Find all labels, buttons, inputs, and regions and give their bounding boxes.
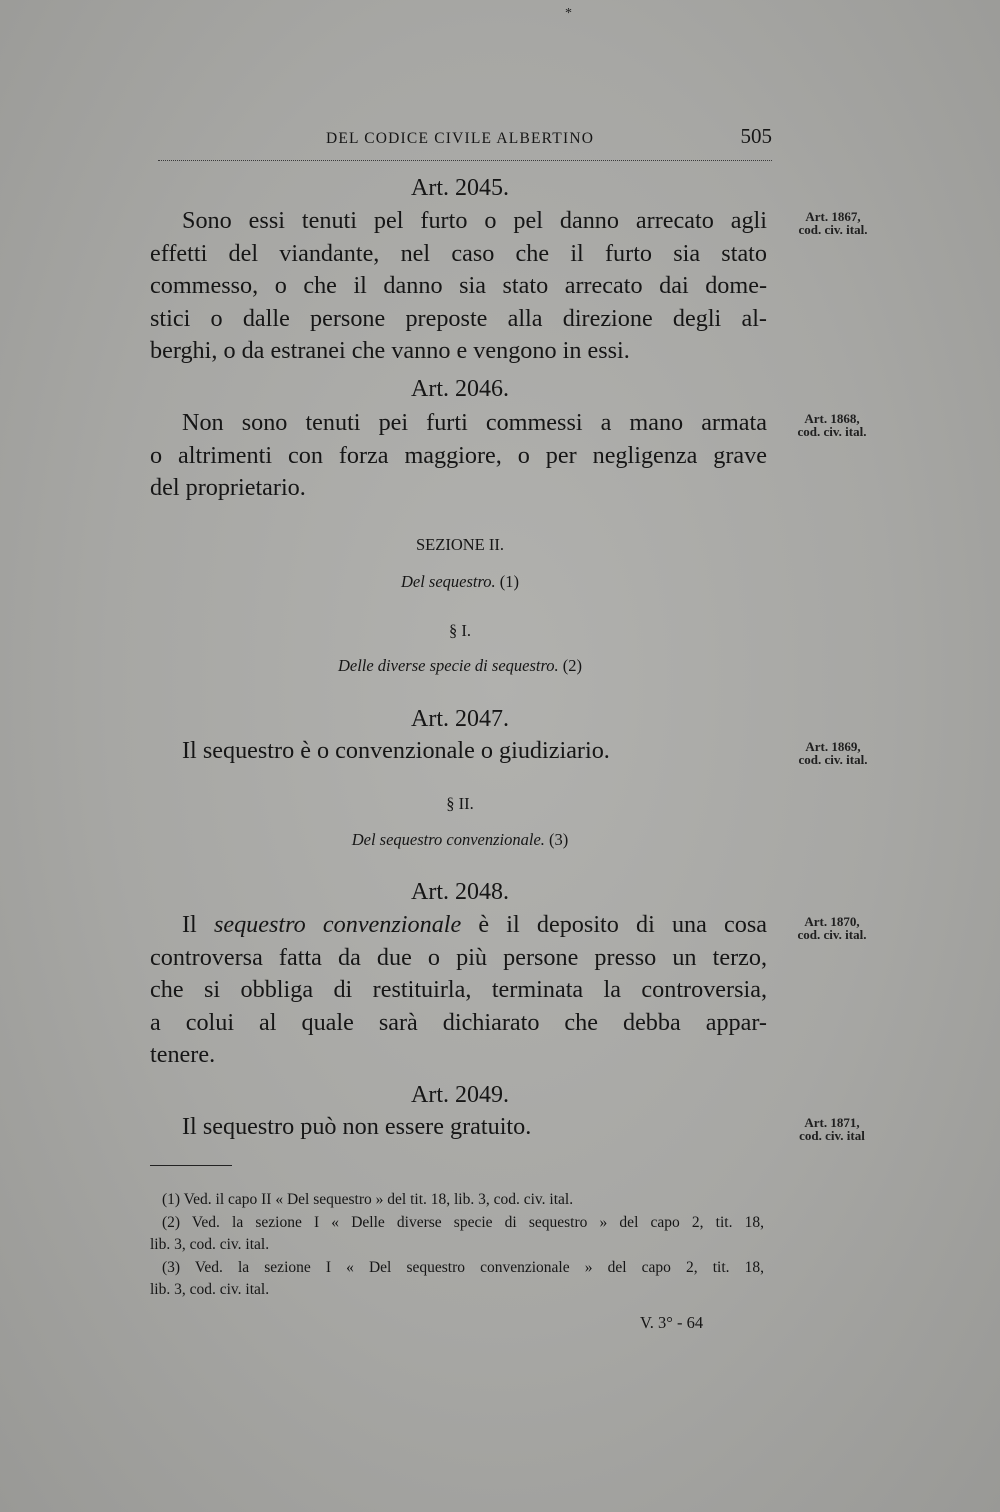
- running-head: [158, 120, 772, 161]
- article-line-suffix: è il deposito di una cosa: [461, 911, 768, 938]
- subsection-1-subtitle: [150, 655, 770, 677]
- article-line: controversa fatta da due o più persone presso un terzo,: [150, 943, 767, 971]
- subsection-1-subtitle-text: Delle diverse specie di sequestro.: [337, 656, 559, 675]
- margin-note-line: Art. 1869,: [805, 739, 861, 754]
- margin-note-2048: [777, 915, 887, 941]
- article-line: Sono essi tenuti pel furto o pel danno arrecato agli: [182, 207, 767, 234]
- margin-note-line: Art. 1867,: [805, 209, 861, 224]
- article-heading-2049: Art. 2049.: [411, 1082, 509, 1108]
- margin-note-2047: [778, 740, 888, 766]
- article-line: che si obbliga di restituirla, terminata la controversia,: [150, 976, 767, 1003]
- article-heading-2047: Art. 2047.: [411, 706, 509, 732]
- article-heading-2048: Art. 2048.: [411, 879, 509, 905]
- article-line: berghi, o da estranei che vanno e vengono in essi.: [150, 337, 630, 364]
- footnote-ref: (2): [562, 656, 583, 675]
- margin-note-2046: [777, 412, 887, 438]
- printer-signature: V. 3° - 64: [640, 1313, 704, 1332]
- margin-note-line: cod. civ. ital: [799, 1128, 865, 1143]
- subsection-1-title: § I.: [449, 621, 471, 640]
- footnote-3-cont: lib. 3, cod. civ. ital.: [150, 1281, 270, 1298]
- footnotes: [150, 1189, 764, 1302]
- footnote-2: (2) Ved. la sezione I « Delle diverse specie di sequestro » del capo 2, tit. 18,: [162, 1213, 764, 1231]
- article-line: stici o dalle persone preposte alla direzione degli al-: [150, 304, 767, 332]
- margin-note-2045: [778, 210, 888, 236]
- running-title: DEL CODICE CIVILE ALBERTINO: [326, 130, 595, 147]
- article-text-2045: [150, 205, 767, 368]
- footnote-3: (3) Ved. la sezione I « Del sequestro convenzionale » del capo 2, tit. 18,: [162, 1258, 764, 1276]
- margin-note-line: Art. 1870,: [804, 914, 860, 929]
- article-line: Il sequestro può non essere gratuito.: [182, 1113, 532, 1140]
- article-line: Il sequestro è o convenzionale o giudiziario.: [182, 737, 610, 764]
- subsection-2-title: § II.: [446, 794, 474, 813]
- article-line: Non sono tenuti pei furti commessi a mano armata: [182, 409, 767, 436]
- article-line: commesso, o che il danno sia stato arrecato dai dome-: [150, 272, 767, 299]
- article-line: effetti del viandante, nel caso che il furto sia stato: [150, 239, 767, 267]
- article-text-2047: [150, 735, 767, 768]
- footnote-ref: (3): [549, 830, 569, 849]
- footnote-2-cont: lib. 3, cod. civ. ital.: [150, 1236, 270, 1253]
- margin-note-line: Art. 1868,: [804, 411, 860, 426]
- article-line: [150, 909, 767, 942]
- section-title: SEZIONE II.: [416, 535, 504, 554]
- subsection-2-subtitle-text: Del sequestro convenzionale.: [351, 830, 545, 849]
- page-number: 505: [740, 124, 772, 148]
- article-text-2046: [150, 407, 767, 505]
- margin-note-line: cod. civ. ital.: [798, 222, 868, 237]
- margin-note-line: cod. civ. ital.: [797, 424, 867, 439]
- article-line: del proprietario.: [150, 474, 306, 501]
- section-subtitle: [150, 571, 770, 593]
- margin-note-line: cod. civ. ital.: [797, 927, 867, 942]
- top-print-mark: *: [565, 6, 572, 21]
- footnote-1: (1) Ved. il capo II « Del sequestro » del tit. 18, lib. 3, cod. civ. ital.: [162, 1191, 574, 1208]
- article-text-2049: [150, 1111, 767, 1144]
- article-line: o altrimenti con forza maggiore, o per negligenza grave: [150, 441, 767, 469]
- article-line: a colui al quale sarà dichiarato che debba appar-: [150, 1008, 767, 1036]
- article-heading-2046: Art. 2046.: [411, 376, 509, 402]
- article-line: tenere.: [150, 1041, 216, 1068]
- article-text-2048: [150, 909, 767, 1072]
- margin-note-line: Art. 1871,: [804, 1115, 860, 1130]
- margin-note-2049: [777, 1116, 887, 1142]
- footnote-separator: [150, 1165, 232, 1166]
- margin-note-line: cod. civ. ital.: [798, 752, 868, 767]
- defined-term: sequestro convenzionale: [213, 911, 462, 938]
- article-heading-2045: Art. 2045.: [411, 175, 509, 201]
- footnote-ref: (1): [499, 572, 520, 591]
- subsection-2-subtitle: [150, 829, 770, 851]
- article-line-prefix: Il: [182, 911, 214, 938]
- section-subtitle-text: Del sequestro.: [400, 572, 496, 591]
